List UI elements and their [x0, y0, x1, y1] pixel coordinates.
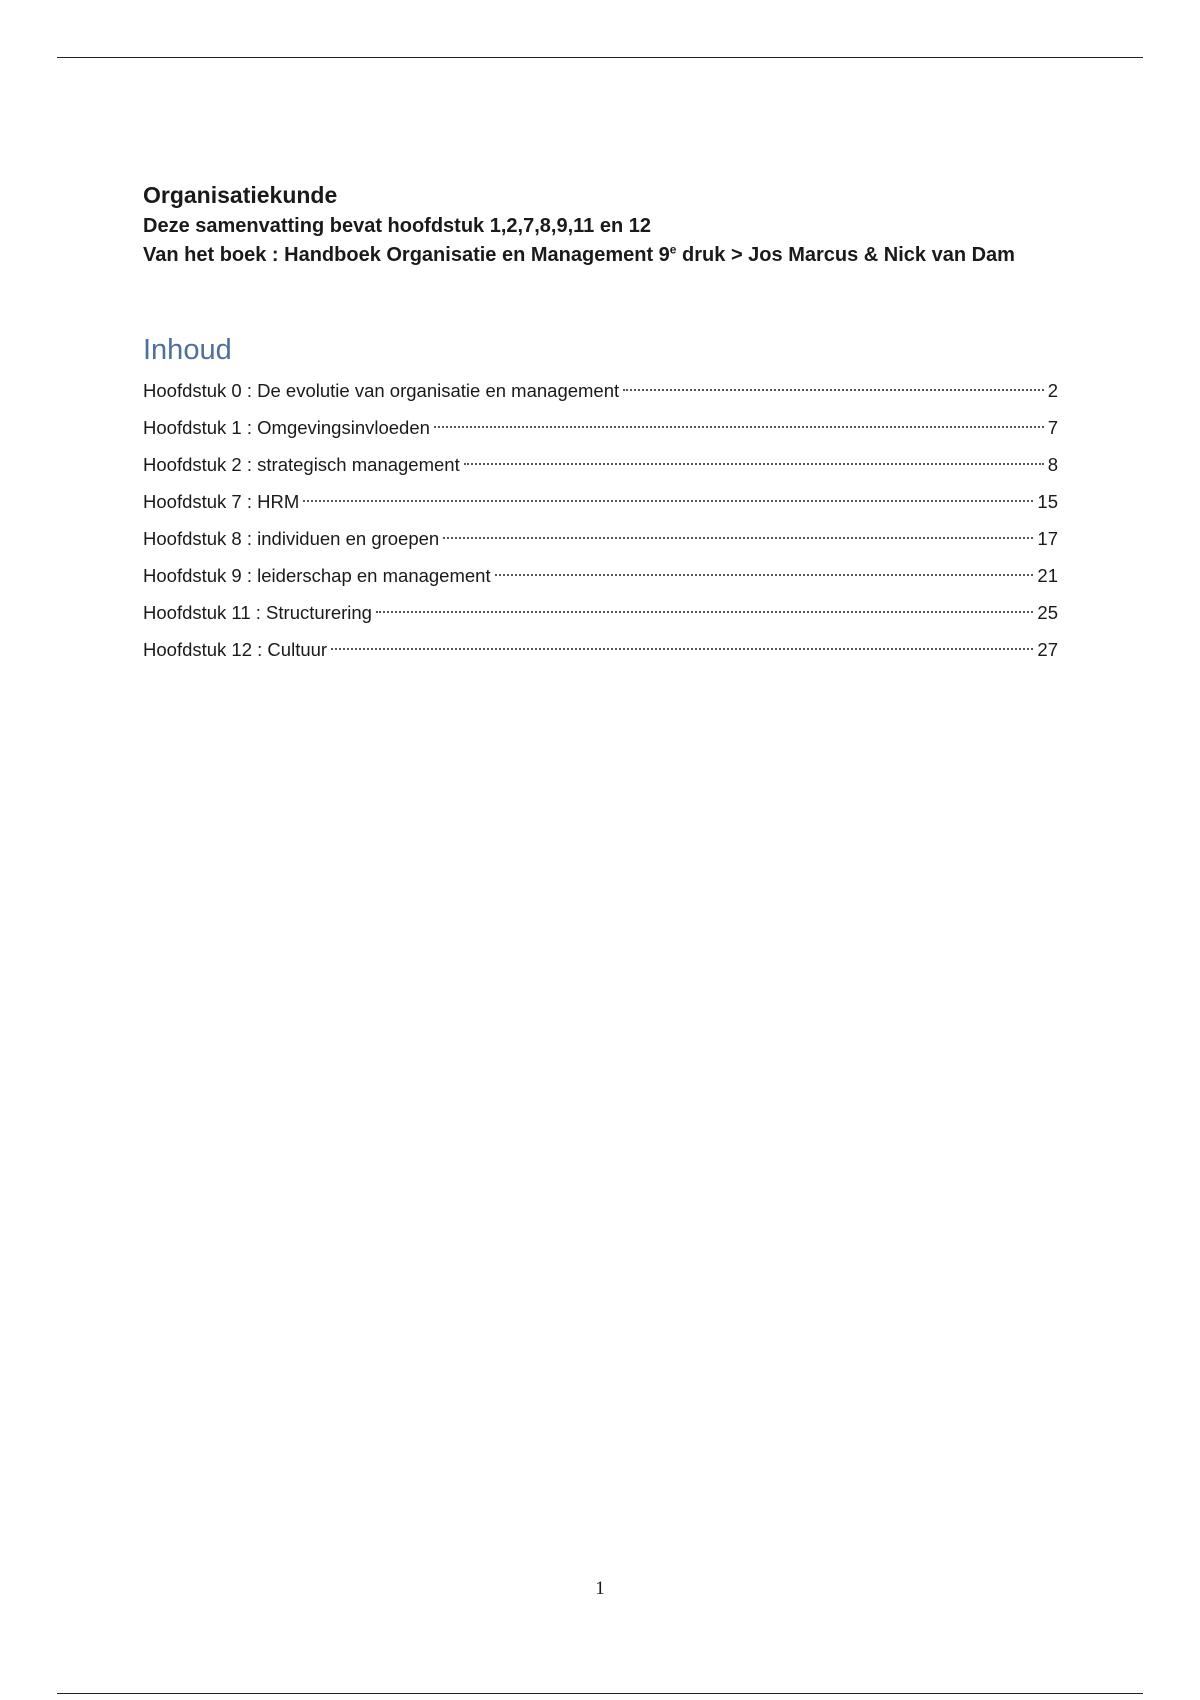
toc-leader-dots [443, 537, 1033, 539]
document-subtitle-chapters: Deze samenvatting bevat hoofdstuk 1,2,7,8,9,11 en 12 [143, 215, 651, 237]
toc-entry[interactable] [143, 557, 1058, 594]
toc-leader-dots [464, 463, 1044, 465]
toc-entry[interactable] [143, 594, 1058, 631]
page-number: 1 [595, 1578, 605, 1599]
toc-entry[interactable] [143, 446, 1058, 483]
edition-superscript: e [669, 242, 677, 257]
toc-entry-page: 7 [1047, 417, 1058, 438]
toc-entry[interactable] [143, 409, 1058, 446]
toc-entry-page: 21 [1037, 565, 1058, 586]
toc-entry[interactable] [143, 631, 1058, 668]
toc-heading: Inhoud [143, 334, 232, 366]
document-subtitle-book [143, 241, 1058, 270]
toc-entry-title: Hoofdstuk 8 : individuen en groepen [143, 528, 440, 549]
toc-entry-page: 25 [1037, 602, 1058, 623]
toc-leader-dots [303, 500, 1033, 502]
toc-entry[interactable] [143, 372, 1058, 409]
book-authors: druk > Jos Marcus & Nick van Dam [676, 244, 1015, 266]
toc-leader-dots [495, 574, 1034, 576]
page-content [143, 178, 1058, 668]
toc-entry-title: Hoofdstuk 2 : strategisch management [143, 454, 460, 475]
header-rule [57, 57, 1143, 58]
toc-entry[interactable] [143, 520, 1058, 557]
toc-entry-title: Hoofdstuk 9 : leiderschap en management [143, 565, 491, 586]
book-text: Van het boek : Handboek Organisatie en Management 9 [143, 244, 670, 266]
toc-entry[interactable] [143, 483, 1058, 520]
toc-entry-page: 8 [1047, 454, 1058, 475]
toc-entry-page: 15 [1037, 491, 1058, 512]
toc-entry-title: Hoofdstuk 7 : HRM [143, 491, 300, 512]
toc-leader-dots [434, 426, 1044, 428]
toc-entry-title: Hoofdstuk 0 : De evolutie van organisatie en management [143, 380, 620, 401]
table-of-contents [143, 372, 1058, 668]
toc-entry-title: Hoofdstuk 12 : Cultuur [143, 639, 328, 660]
toc-entry-title: Hoofdstuk 1 : Omgevingsinvloeden [143, 417, 430, 438]
toc-entry-page: 27 [1037, 639, 1058, 660]
toc-leader-dots [331, 648, 1033, 650]
toc-entry-page: 2 [1047, 380, 1058, 401]
document-title: Organisatiekunde [143, 182, 338, 208]
footer-rule [57, 1693, 1143, 1694]
toc-entry-title: Hoofdstuk 11 : Structurering [143, 602, 372, 623]
toc-leader-dots [623, 389, 1044, 391]
toc-entry-page: 17 [1037, 528, 1058, 549]
toc-leader-dots [376, 611, 1033, 613]
